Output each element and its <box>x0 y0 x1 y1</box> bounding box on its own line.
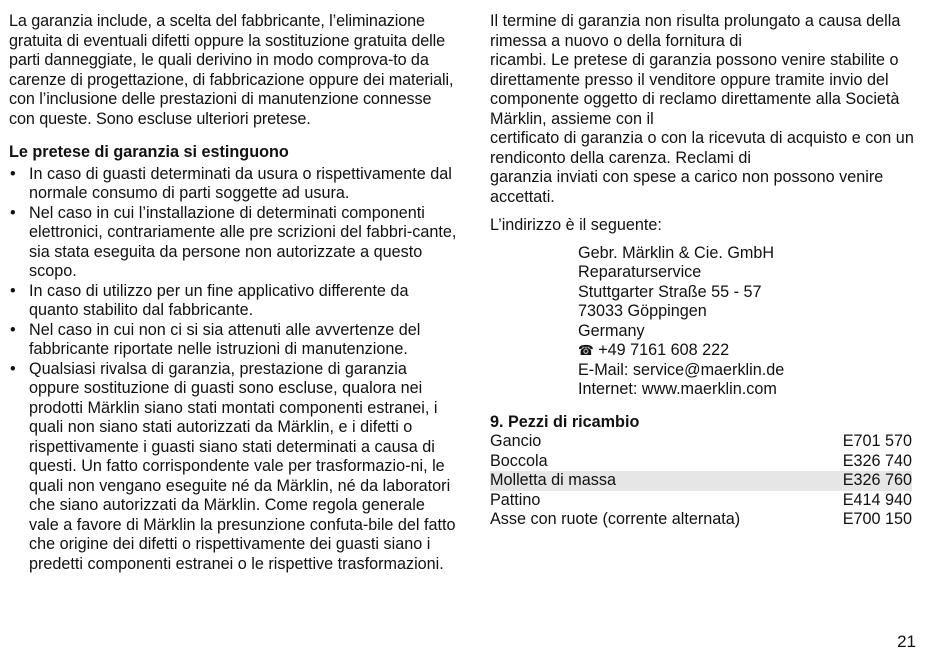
address-city: 73033 Göppingen <box>578 302 707 320</box>
part-name: Molletta di massa <box>490 471 616 489</box>
address-country: Germany <box>578 321 645 340</box>
text-line: componente oggetto di reclamo direttamente alla Società <box>490 90 900 108</box>
right-column <box>490 12 935 530</box>
text-line: rendiconto della carenza. Reclami di <box>490 148 751 167</box>
spare-parts-table <box>490 432 935 530</box>
list-item: • In caso di utilizzo per un fine applicativo differente da quanto stabilito dal fabbricante. <box>9 282 459 321</box>
address-intro: L’indirizzo è il seguente: <box>490 216 662 234</box>
part-name: Pattino <box>490 490 541 509</box>
text-line: ricambi. Le pretese di garanzia possono venire stabilite o <box>490 51 899 69</box>
table-row <box>490 471 912 491</box>
text-line: Märklin, assieme con il <box>490 109 654 128</box>
list-item: • Nel caso in cui non ci si sia attenuti alle avvertenze del fabbricante riportate nelle istruzioni di manutenzione. <box>9 321 459 360</box>
part-code: E326 760 <box>842 471 912 489</box>
part-name: Boccola <box>490 451 548 470</box>
part-code: E701 570 <box>842 432 912 450</box>
part-code: E326 740 <box>842 451 912 470</box>
address-street: Stuttgarter Straße 55 - 57 <box>578 282 762 301</box>
address-internet: Internet: www.maerklin.com <box>578 380 777 398</box>
left-column <box>9 12 459 574</box>
part-name: Asse con ruote (corrente alternata) <box>490 510 741 528</box>
warranty-intro: La garanzia include, a scelta del fabbricante, l’eliminazione gratuita di eventuali difetti oppure la sostituzione gratuita delle parti danneggiate, le quali derivino in modo comprova-to da carenze di progettazione, di fabbricazione oppure dei materiali, con l’inclusione delle prestazioni di manutenzione connesse con queste. Sono escluse ulteriori pretese. <box>9 12 454 128</box>
service-address <box>578 244 935 400</box>
warranty-exclusions-list <box>9 165 459 575</box>
address-email: E-Mail: service@maerklin.de <box>578 360 785 379</box>
text-line: accettati. <box>490 187 555 206</box>
text-line: Il termine di garanzia non risulta prolungato a causa della <box>490 12 901 30</box>
address-company: Gebr. Märklin & Cie. GmbH <box>578 243 775 262</box>
spare-parts-heading: 9. Pezzi di ricambio <box>490 412 640 431</box>
part-code: E700 150 <box>842 510 912 528</box>
warranty-claims-paragraph <box>490 12 935 207</box>
page-number: 21 <box>897 632 916 651</box>
table-row <box>490 432 912 452</box>
address-phone <box>578 341 935 361</box>
table-row <box>490 452 912 472</box>
table-row <box>490 510 912 530</box>
table-row <box>490 491 912 511</box>
text-line: rimessa a nuovo o della fornitura di <box>490 31 742 50</box>
list-item: • In caso di guasti determinati da usura o rispettivamente dal normale consumo di parti soggette ad usura. <box>9 165 459 204</box>
list-item: • Qualsiasi rivalsa di garanzia, prestazione di garanzia oppure sostituzione di guasti sono escluse, qualora nei prodotti Märklin siano stati montati componenti estranei, i quali non siano stati autorizzati da Märklin, e i difetti o rispettivamente i guasti siano stati determinati a causa di questi. Un fatto corrispondente vale per trasformazio-ni, le quali non vengano eseguite né da Märklin, né da laboratori che siano autorizzati da Märklin. Come regola generale vale a favore di Märklin la presunzione confuta-bile del fatto che origine dei difetti o rispettivamente dei guasti siano i predetti componenti estranei o le rispettive trasformazioni. <box>9 360 459 575</box>
part-name: Gancio <box>490 432 542 450</box>
list-item: • Nel caso in cui l’installazione di determinati componenti elettronici, contrariamente alle pre scrizioni del fabbri-cante, sia stata eseguita da persone non autorizzate a questo scopo. <box>9 204 459 282</box>
text-line: garanzia inviati con spese a carico non possono venire <box>490 168 884 186</box>
warranty-expiry-heading: Le pretese di garanzia si estinguono <box>9 143 289 161</box>
text-line: direttamente presso il venditore oppure tramite invio del <box>490 70 889 89</box>
phone-icon: ☎ <box>578 342 594 358</box>
text-line: certificato di garanzia o con la ricevuta di acquisto e con un <box>490 129 914 147</box>
part-code: E414 940 <box>842 490 912 509</box>
phone-number: +49 7161 608 222 <box>598 341 730 359</box>
address-department: Reparaturservice <box>578 263 702 281</box>
